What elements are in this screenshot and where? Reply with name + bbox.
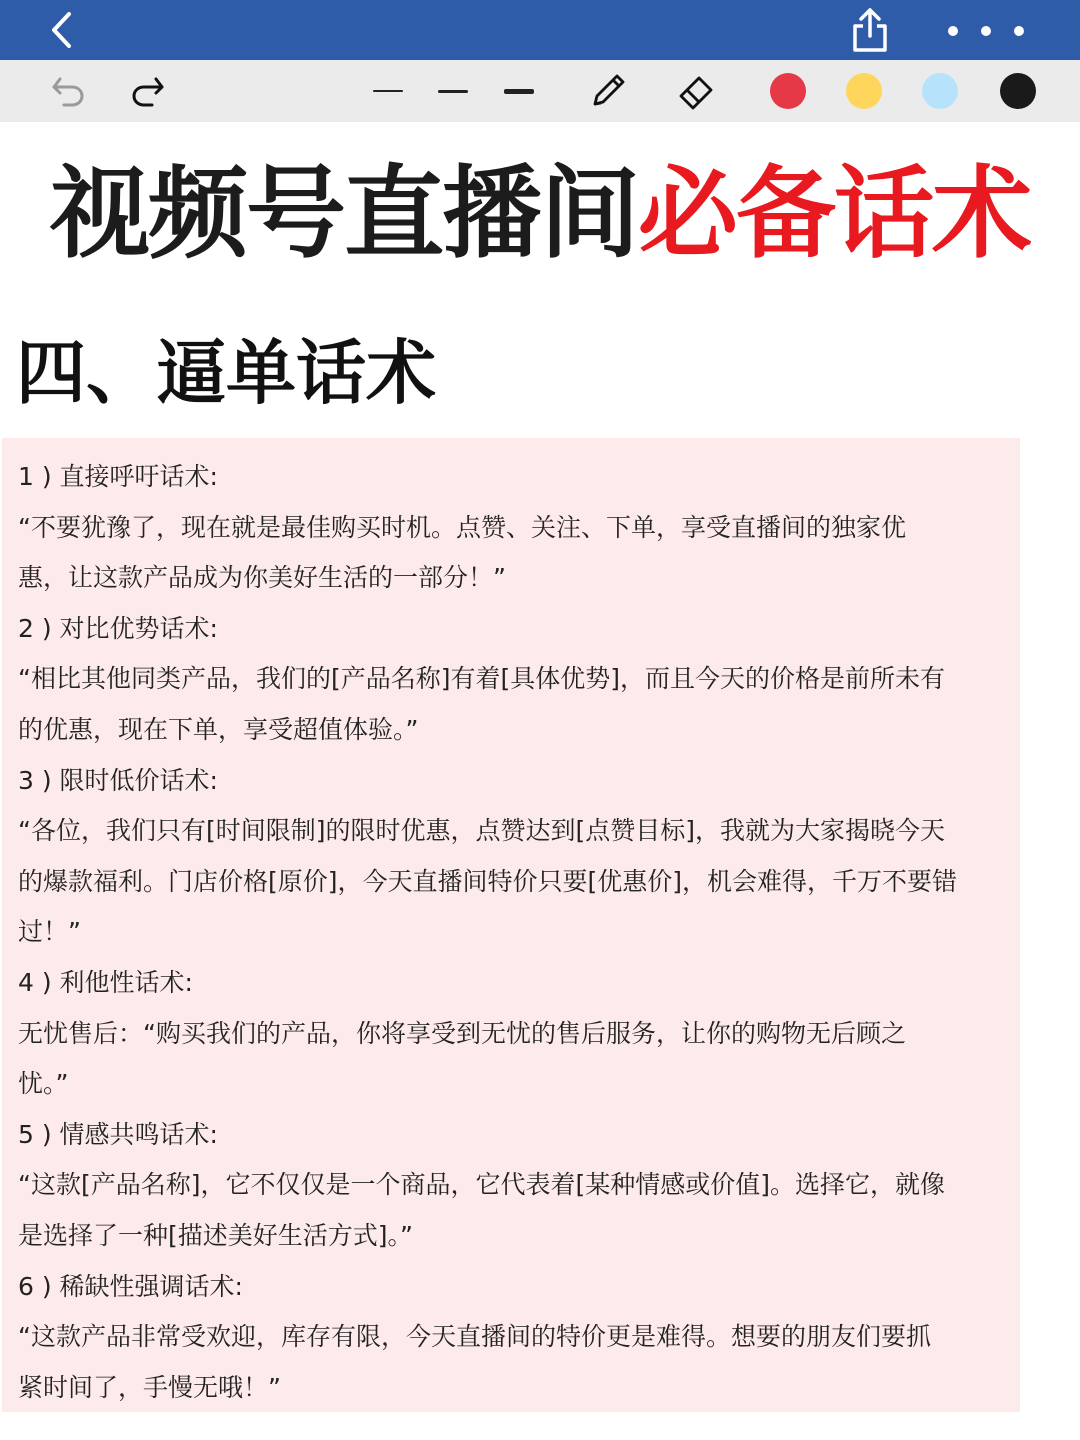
- pencil-icon[interactable]: [584, 68, 632, 114]
- text-line: 2 ) 对比优势话术:: [18, 613, 218, 643]
- content-block: [2, 438, 1020, 1412]
- text-line: 的优惠，现在下单，享受超值体验。”: [18, 714, 419, 744]
- section-heading: 四、逼单话术: [16, 331, 436, 414]
- top-nav-bar: [0, 0, 1080, 60]
- color-swatch-black[interactable]: [998, 68, 1038, 114]
- share-icon[interactable]: [846, 4, 894, 56]
- text-line: 紧时间了，手慢无哦！”: [18, 1372, 281, 1402]
- color-swatch-light-blue[interactable]: [920, 68, 960, 114]
- text-line: “这款产品非常受欢迎，库存有限，今天直播间的特价更是难得。想要的朋友们要抓: [18, 1322, 931, 1352]
- annotation-toolbar: [0, 60, 1080, 122]
- eraser-icon[interactable]: [672, 68, 720, 114]
- back-icon[interactable]: [40, 8, 84, 52]
- text-line: 是选择了一种[描述美好生活方式]。”: [18, 1220, 413, 1250]
- text-line: “这款[产品名称]，它不仅仅是一个商品，它代表着[某种情感或价值]。选择它，就像: [18, 1170, 945, 1200]
- color-swatch-yellow[interactable]: [844, 68, 884, 114]
- text-line: 的爆款福利。门店价格[原价]，今天直播间特价只要[优惠价]，机会难得，千万不要错: [18, 866, 958, 896]
- text-line: 4 ) 利他性话术:: [18, 967, 193, 997]
- text-line: 惠，让这款产品成为你美好生活的一部分！”: [18, 563, 506, 593]
- text-line: 忧。”: [18, 1069, 69, 1099]
- text-line: 3 ) 限时低价话术:: [18, 765, 218, 795]
- text-line: 过！”: [18, 917, 81, 947]
- color-swatch-red[interactable]: [768, 68, 808, 114]
- title-red-part: 必备话术: [638, 155, 1030, 272]
- more-options-icon[interactable]: [936, 14, 1036, 48]
- text-line: “相比其他同类产品，我们的[产品名称]有着[具体优势]，而且今天的价格是前所未有: [18, 664, 945, 694]
- text-line: 6 ) 稀缺性强调话术:: [18, 1271, 243, 1301]
- line-medium-icon[interactable]: [437, 68, 469, 114]
- undo-icon[interactable]: [44, 68, 92, 114]
- text-line: “各位，我们只有[时间限制]的限时优惠，点赞达到[点赞目标]，我就为大家揭晓今天: [18, 816, 945, 846]
- text-line: 5 ) 情感共鸣话术:: [18, 1119, 218, 1149]
- document-title: [0, 140, 1080, 270]
- title-black-part: 视频号直播间: [50, 155, 638, 272]
- line-thick-icon[interactable]: [503, 68, 535, 114]
- line-thin-icon[interactable]: [372, 68, 404, 114]
- text-line: “不要犹豫了，现在就是最佳购买时机。点赞、关注、下单，享受直播间的独家优: [18, 512, 906, 542]
- redo-icon[interactable]: [124, 68, 172, 114]
- text-line: 无忧售后：“购买我们的产品，你将享受到无忧的售后服务，让你的购物无后顾之: [18, 1018, 906, 1048]
- text-line: 1 ) 直接呼吁话术:: [18, 462, 218, 491]
